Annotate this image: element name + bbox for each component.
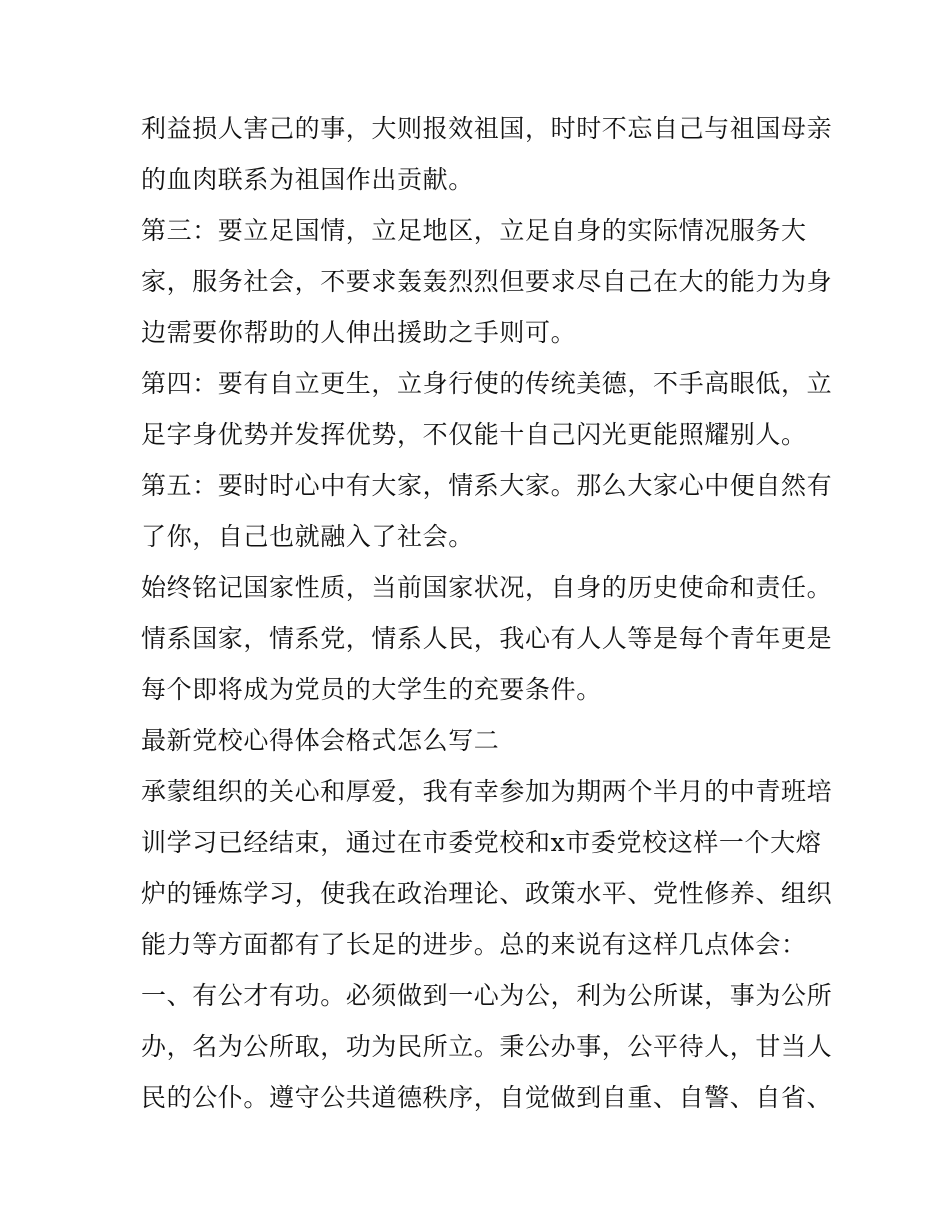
text-line: 民的公仆。遵守公共道德秩序，自觉做到自重、自警、自省、 xyxy=(141,1083,833,1112)
section-heading: 最新党校心得体会格式怎么写二 xyxy=(141,726,500,755)
text-line: 第五：要时时心中有大家，情系大家。那么大家心中便自然有 xyxy=(141,471,833,500)
text-line: 了你，自己也就融入了社会。 xyxy=(141,522,474,551)
text-line: 办，名为公所取，功为民所立。秉公办事，公平待人，甘当人 xyxy=(141,1032,833,1061)
document-body xyxy=(141,103,833,1123)
text-line: 情系国家，情系党，情系人民，我心有人人等是每个青年更是 xyxy=(141,624,833,653)
text-line: 训学习已经结束，通过在市委党校和x市委党校这样一个大熔 xyxy=(141,828,822,857)
text-line: 边需要你帮助的人伸出援助之手则可。 xyxy=(141,318,577,347)
text-line: 的血肉联系为祖国作出贡献。 xyxy=(141,165,474,194)
text-line: 第四：要有自立更生，立身行使的传统美德，不手高眼低，立 xyxy=(141,369,833,398)
text-line: 利益损人害己的事，大则报效祖国，时时不忘自己与祖国母亲 xyxy=(141,114,833,143)
text-line: 一、有公才有功。必须做到一心为公，利为公所谋，事为公所 xyxy=(141,981,833,1010)
text-line: 承蒙组织的关心和厚爱，我有幸参加为期两个半月的中青班培 xyxy=(141,777,833,806)
text-line: 每个即将成为党员的大学生的充要条件。 xyxy=(141,675,602,704)
text-line: 足字身优势并发挥优势，不仅能十自己闪光更能照耀别人。 xyxy=(141,420,807,449)
text-line: 家，服务社会，不要求轰轰烈烈但要求尽自己在大的能力为身 xyxy=(141,267,833,296)
text-line: 能力等方面都有了长足的进步。总的来说有这样几点体会： xyxy=(141,930,807,959)
text-line: 炉的锤炼学习，使我在政治理论、政策水平、党性修养、组织 xyxy=(141,879,833,908)
text-line: 始终铭记国家性质，当前国家状况，自身的历史使命和责任。 xyxy=(141,573,833,602)
text-line: 第三：要立足国情，立足地区，立足自身的实际情况服务大 xyxy=(141,216,807,245)
